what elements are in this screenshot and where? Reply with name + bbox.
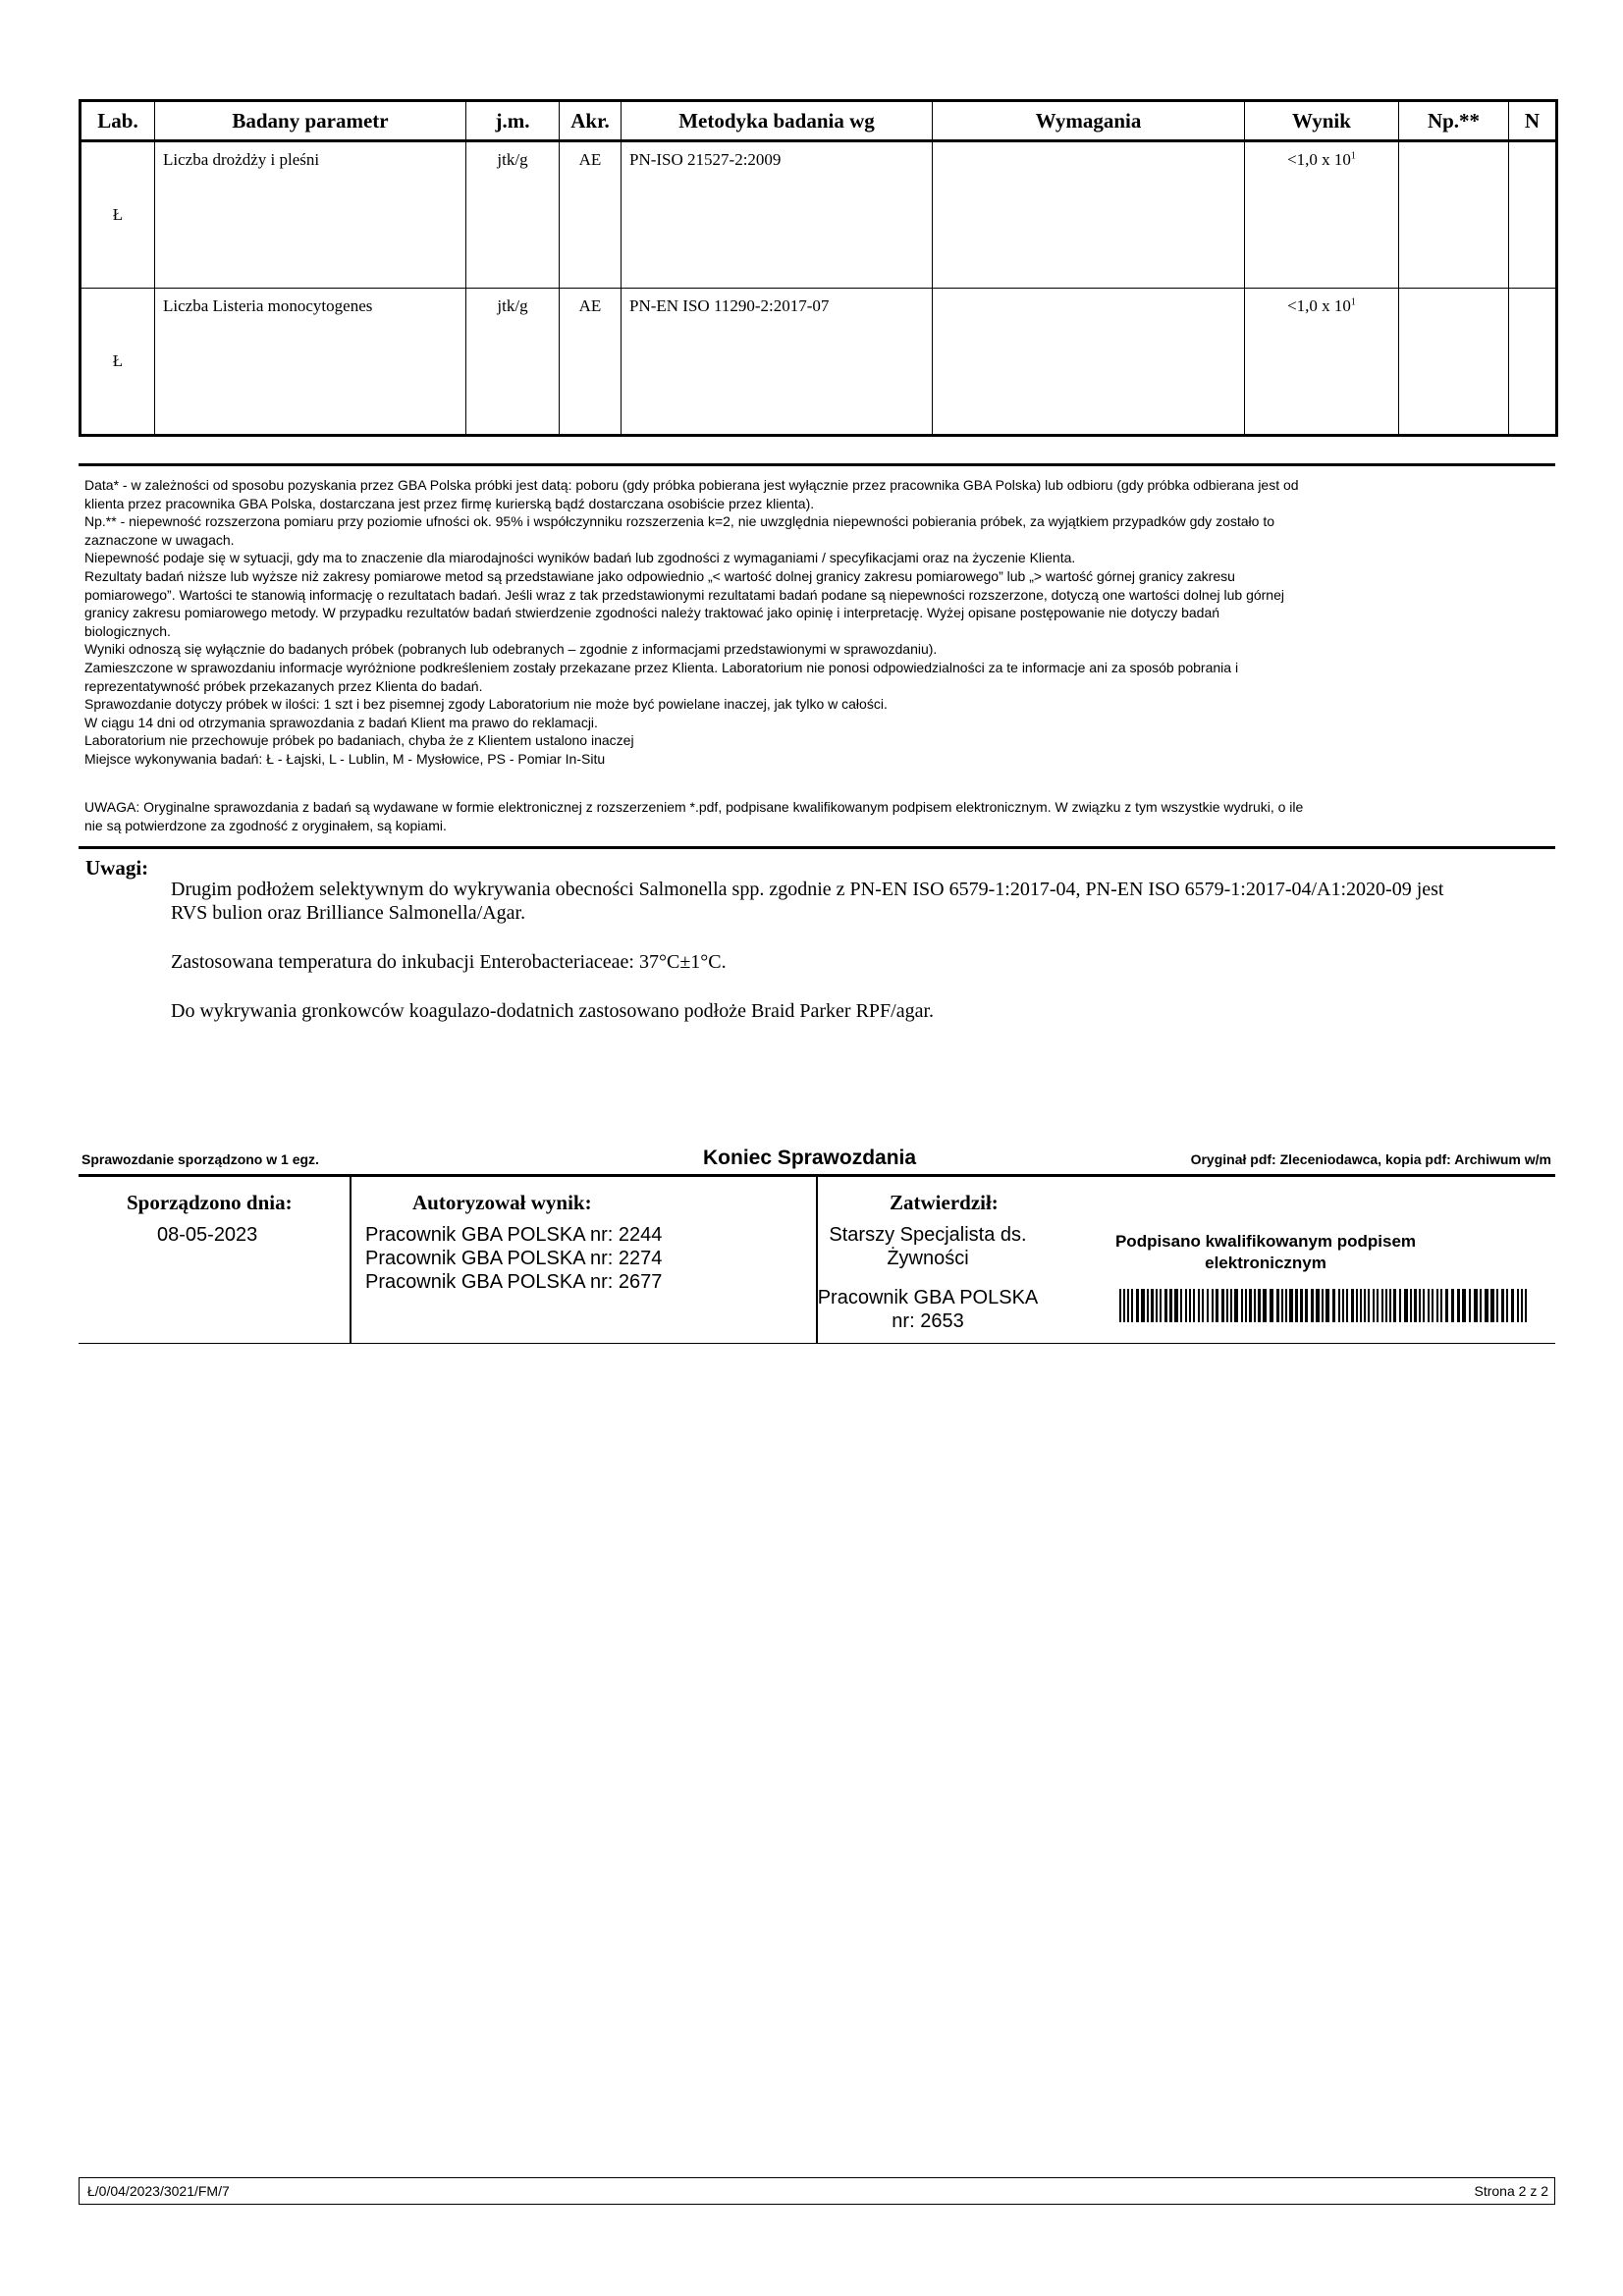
approver-id: Pracownik GBA POLSKA nr: 2653	[817, 1287, 1039, 1332]
signature-column-divider	[350, 1177, 352, 1343]
form-code: Ł/0/04/2023/3021/FM/7	[87, 2183, 230, 2199]
cell-accreditation: AE	[560, 141, 622, 289]
electronic-signature-note: Podpisano kwalifikowanym podpisem elektronicznym	[1114, 1232, 1417, 1272]
header-requirements: Wymagania	[933, 101, 1245, 141]
cell-parameter: Liczba drożdży i pleśni	[155, 141, 466, 289]
approver-role: Starszy Specjalista ds. Żywności	[829, 1224, 1027, 1269]
remark-paragraph: Zastosowana temperatura do inkubacji Enterobacteriaceae: 37°C±1°C.	[171, 951, 727, 973]
copies-note: Sprawozdanie sporządzono w 1 egz.	[81, 1151, 319, 1167]
cell-accreditation: AE	[560, 289, 622, 436]
cell-lab: Ł	[81, 289, 155, 436]
result-base: <1,0 x 10	[1287, 150, 1351, 169]
table-header-row	[81, 101, 1557, 141]
footnote-line: zaznaczone w uwagach.	[84, 531, 235, 548]
footnote-line: granicy zakresu pomiarowego metody. W przypadku rezultatów badań stwierdzenie zgodności należy traktować jako opinię i interpretację. Wyżej opisane postępowanie nie dotyczy badań	[84, 605, 1220, 621]
footnote-line: Wyniki odnoszą się wyłącznie do badanych próbek (pobranych lub odebranych – zgodnie z informacjami przedstawionymi w sprawozdaniu).	[84, 641, 938, 658]
remark-paragraph: Drugim podłożem selektywnym do wykrywania obecności Salmonella spp. zgodnie z PN-EN ISO 6579-1:2017-04, PN-EN ISO 6579-1:2017-04/A1:2020-09 jest RVS bulion oraz Brilliance Salmonella/Agar.	[171, 879, 1444, 924]
header-accreditation: Akr.	[560, 101, 622, 141]
authorized-person: Pracownik GBA POLSKA nr: 2244	[365, 1224, 663, 1246]
footnote-line: reprezentatywność próbek przekazanych przez Klienta do badań.	[84, 677, 483, 694]
cell-lab: Ł	[81, 141, 155, 289]
page-number: Strona 2 z 2	[1474, 2183, 1548, 2199]
date-label: Sporządzono dnia:	[127, 1191, 293, 1214]
remark-paragraph: Do wykrywania gronkowców koagulazo-dodatnich zastosowano podłoże Braid Parker RPF/agar.	[171, 1000, 935, 1022]
cell-method: PN-EN ISO 11290-2:2017-07	[622, 289, 933, 436]
footnote-line: Rezultaty badań niższe lub wyższe niż zakresy pomiarowe metod są przedstawiane jako odpowiednio „< wartość dolnej granicy zakresu pomiarowego” lub „> wartość górnej granicy zakresu	[84, 567, 1235, 584]
cell-uncertainty	[1399, 289, 1509, 436]
result-exponent: 1	[1350, 150, 1356, 162]
footnote-line: klienta przez pracownika GBA Polska, dostarczana jest przez firmę kurierską bądź dostarczana osobiście przez klienta).	[84, 495, 815, 511]
footnote-line: Data* - w zależności od sposobu pozyskania przez GBA Polska próbki jest datą: poboru (gdy próbka pobierana jest wyłącznie przez pracownika GBA Polska) lub odbioru (gdy próbka odbierana jest od	[84, 477, 1299, 493]
distribution-note: Oryginał pdf: Zleceniodawca, kopia pdf: Archiwum w/m	[1190, 1151, 1551, 1167]
footnotes-top-divider	[79, 463, 1555, 466]
authorized-person: Pracownik GBA POLSKA nr: 2677	[365, 1271, 663, 1293]
result-exponent: 1	[1350, 296, 1356, 308]
footnote-line: Sprawozdanie dotyczy próbek w ilości: 1 szt i bez pisemnej zgody Laboratorium nie może być powielane inaczej, jak tylko w całości.	[84, 696, 888, 713]
signature-block	[79, 1177, 1555, 1344]
header-n: N	[1509, 101, 1557, 141]
report-date: 08-05-2023	[157, 1224, 258, 1246]
approved-label: Zatwierdził:	[890, 1191, 999, 1214]
footnote-line: W ciągu 14 dni od otrzymania sprawozdania z badań Klient ma prawo do reklamacji.	[84, 714, 598, 730]
header-parameter: Badany parametr	[155, 101, 466, 141]
end-of-report-title: Koniec Sprawozdania	[703, 1147, 917, 1169]
footnote-line: Miejsce wykonywania badań: Ł - Łajski, L - Lublin, M - Mysłowice, PS - Pomiar In-Situ	[84, 750, 606, 767]
authorized-person: Pracownik GBA POLSKA nr: 2274	[365, 1248, 663, 1269]
results-table	[79, 99, 1558, 437]
footnote-line: biologicznych.	[84, 622, 171, 639]
warning-line: nie są potwierdzone za zgodność z oryginałem, są kopiami.	[84, 817, 447, 833]
footnote-line: Laboratorium nie przechowuje próbek po badaniach, chyba że z Klientem ustalono inaczej	[84, 732, 634, 749]
cell-unit: jtk/g	[466, 141, 560, 289]
remarks-body	[171, 878, 1447, 1048]
footnotes	[84, 476, 1551, 769]
header-unit: j.m.	[466, 101, 560, 141]
cell-result	[1245, 289, 1399, 436]
cell-method: PN-ISO 21527-2:2009	[622, 141, 933, 289]
cell-uncertainty	[1399, 141, 1509, 289]
header-lab: Lab.	[81, 101, 155, 141]
footnote-line: Zamieszczone w sprawozdaniu informacje wyróżnione podkreśleniem zostały przekazane przez Klienta. Laboratorium nie ponosi odpowiedzialności za te informacje ani za sposób pobrania i	[84, 659, 1239, 675]
footnote-line: Niepewność podaje się w sytuacji, gdy ma to znaczenie dla miarodajności wyników badań lub zgodności z wymaganiami / specyfikacjami oraz na życzenie Klienta.	[84, 550, 1076, 566]
cell-n	[1509, 289, 1557, 436]
cell-result	[1245, 141, 1399, 289]
table-row	[81, 289, 1557, 436]
warning-line: UWAGA: Oryginalne sprawozdania z badań są wydawane w formie elektronicznej z rozszerzeniem *.pdf, podpisane kwalifikowanym podpisem elektronicznym. W związku z tym wszystkie wydruki, o ile	[84, 799, 1304, 815]
remarks-title: Uwagi:	[85, 856, 149, 880]
warning-note	[84, 798, 1551, 834]
cell-parameter: Liczba Listeria monocytogenes	[155, 289, 466, 436]
footnote-line: pomiarowego”. Wartości te stanowią informację o rezultatach badań. Jeśli wraz z tak przedstawionymi rezultatami badań podane są niepewności rozszerzone, dotyczą one wartości dolnej lub górnej	[84, 586, 1284, 603]
table-row	[81, 141, 1557, 289]
authorized-label: Autoryzował wynik:	[412, 1191, 592, 1214]
cell-requirements	[933, 141, 1245, 289]
header-result: Wynik	[1245, 101, 1399, 141]
footnotes-bottom-divider	[79, 846, 1555, 849]
footnote-line: Np.** - niepewność rozszerzona pomiaru przy poziomie ufności ok. 95% i współczynniku rozszerzenia k=2, nie uwzględnia niepewności pobierania próbek, za wyjątkiem przypadków gdy zostało to	[84, 513, 1274, 530]
result-base: <1,0 x 10	[1287, 296, 1351, 315]
header-method: Metodyka badania wg	[622, 101, 933, 141]
cell-unit: jtk/g	[466, 289, 560, 436]
barcode-icon	[1119, 1289, 1530, 1322]
page-footer	[79, 2177, 1555, 2205]
cell-n	[1509, 141, 1557, 289]
cell-requirements	[933, 289, 1245, 436]
header-uncertainty: Np.**	[1399, 101, 1509, 141]
authorized-list	[365, 1223, 662, 1294]
